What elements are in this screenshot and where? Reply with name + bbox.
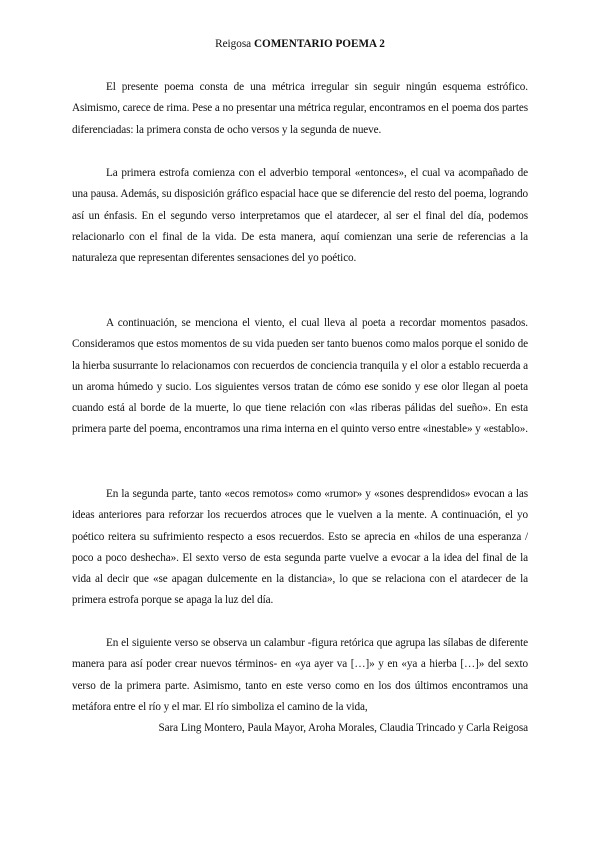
page-title: COMENTARIO POEMA 2: [253, 38, 385, 50]
paragraph-4: En la segunda parte, tanto «ecos remotos» como «rumor» y «sones desprendidos» evocan a las ideas anteriores para reforzar los recuerdos atroces que le vuelven a la mente. A continuación, el yo poético reitera su sufrimiento respecto a esos recuerdos. Esto se aprecia en «hilos de una esperanza / poco a poco deshecha». El sexto verso de esta segunda parte vuelve a evocar a la idea del final de la vida al decir que «se apagan dulcemente en la distancia», lo que se relaciona con el atardecer de la primera estrofa porque se apaga la luz del día.: [72, 488, 528, 607]
paragraph-2: La primera estrofa comienza con el adverbio temporal «entonces», el cual va acompañado de una pausa. Además, su disposición gráfico espacial hace que se diferencie del resto del poema, logrando así un énfasis. En el segundo verso interpretamos que el atardecer, al ser el final del día, podemos relacionarlo con el final de la vida. De esta manera, aquí comienzan una serie de referencias a la naturaleza que representan diferentes sensaciones del yo poético.: [72, 167, 528, 265]
header-prefix: Reigosa: [215, 38, 252, 50]
page-header: [0, 37, 600, 51]
authors-line: Sara Ling Montero, Paula Mayor, Aroha Morales, Claudia Trincado y Carla Reigosa: [158, 722, 528, 734]
paragraph-5: En el siguiente verso se observa un calambur -figura retórica que agrupa las sílabas de diferente manera para así poder crear nuevos términos- en «ya ayer va […]» y en «ya a hierba […]» del sexto verso de la primera parte. Asimismo, tanto en este verso como en los dos últimos encontramos una metáfora entre el río y el mar. El río simboliza el camino de la vida,: [72, 637, 528, 713]
paragraph-3: A continuación, se menciona el viento, el cual lleva al poeta a recordar momentos pasados. Consideramos que estos momentos de su vida pueden ser tanto buenos como malos porque el sonido de la hierba susurrante lo relacionamos con recuerdos de conciencia tranquila y el olor a establo recuerda a un aroma húmedo y sucio. Los siguientes versos tratan de cómo ese sonido y ese olor llegan al poeta cuando está al borde de la muerte, lo que tiene relación con «las riberas pálidas del sueño». En esta primera parte del poema, encontramos una rima interna en el quinto verso entre «inestable» y «establo».: [72, 317, 528, 436]
paragraph-1: El presente poema consta de una métrica irregular sin seguir ningún esquema estrófico. Asimismo, carece de rima. Pese a no presentar una métrica regular, encontramos en el poema dos partes diferenciadas: la primera consta de ocho versos y la segunda de nueve.: [72, 81, 528, 136]
